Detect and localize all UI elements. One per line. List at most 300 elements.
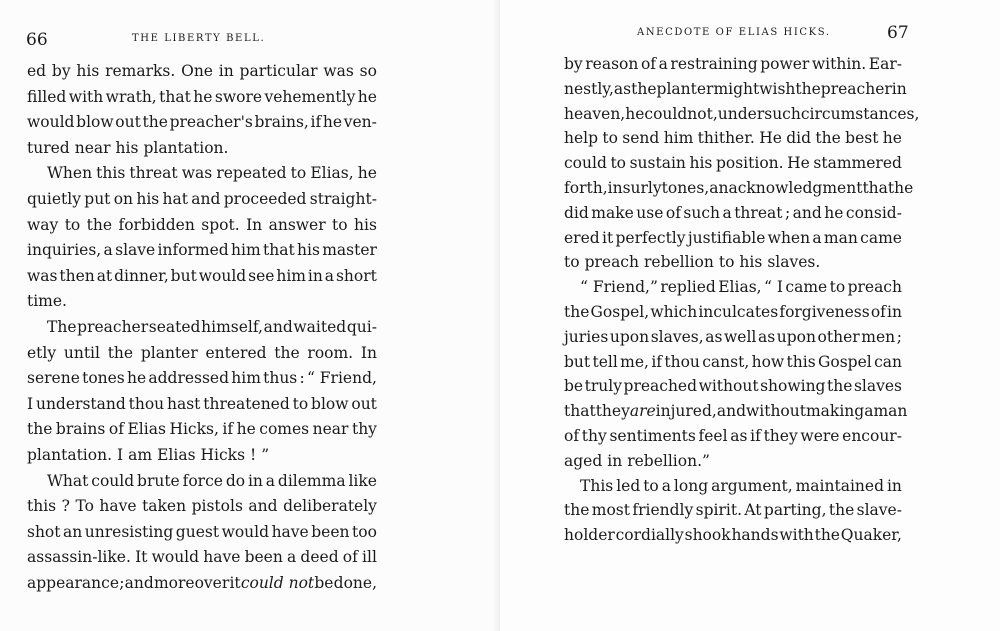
word: to xyxy=(290,164,307,183)
word: preacher xyxy=(77,318,149,336)
word: done, xyxy=(333,574,377,592)
word: too xyxy=(352,522,377,541)
word: he xyxy=(357,87,377,106)
word: with xyxy=(68,87,104,106)
word: swore xyxy=(214,87,263,106)
word: power xyxy=(760,55,810,73)
word: to xyxy=(564,253,580,272)
word: Elias, xyxy=(310,164,354,183)
word: a xyxy=(658,55,668,73)
word: Hicks, xyxy=(169,420,219,439)
word: deed xyxy=(300,548,339,567)
word: in xyxy=(218,62,234,80)
word: the xyxy=(827,377,853,396)
word: then xyxy=(59,266,95,285)
word: best xyxy=(845,129,879,148)
word: understand xyxy=(35,394,126,413)
word: long xyxy=(673,476,709,495)
word: in xyxy=(607,451,623,470)
word: near xyxy=(312,420,349,439)
word: repeated xyxy=(216,164,287,183)
word: without xyxy=(746,402,806,421)
word: a xyxy=(324,266,335,285)
word: did xyxy=(786,129,812,148)
word: it xyxy=(601,228,614,247)
word: was xyxy=(27,266,58,285)
word: with xyxy=(779,526,814,545)
word: could not xyxy=(240,574,315,592)
text-line xyxy=(47,317,377,337)
word: and xyxy=(263,318,293,336)
word: of xyxy=(108,420,124,439)
word: heaven, xyxy=(564,104,626,123)
text-line xyxy=(27,547,377,567)
word: ; xyxy=(119,574,125,592)
word: on xyxy=(113,190,134,208)
word: do xyxy=(225,471,246,490)
word: stammered xyxy=(813,154,902,173)
word: plantation. xyxy=(27,446,113,464)
word: Hicks xyxy=(200,446,246,464)
word: they xyxy=(763,427,798,445)
word: rebellion xyxy=(643,253,714,272)
word: “ I xyxy=(764,278,783,297)
word: the xyxy=(142,113,168,132)
word: unresisting xyxy=(84,522,174,541)
word: the xyxy=(564,303,590,321)
word: to xyxy=(292,394,309,413)
word: maintained xyxy=(795,476,884,495)
word: When xyxy=(47,164,93,183)
word: out xyxy=(115,113,141,132)
word: might xyxy=(713,79,760,98)
word: can xyxy=(874,352,902,371)
word: assassin-like. xyxy=(27,548,131,567)
word: been xyxy=(311,522,350,541)
word: moreover xyxy=(153,574,230,592)
word: answer xyxy=(268,215,326,234)
word: Gospel, xyxy=(590,303,650,321)
word: thou xyxy=(128,394,165,413)
word: and xyxy=(792,203,822,222)
word: send xyxy=(622,129,660,148)
text-line xyxy=(564,352,902,372)
word: blow xyxy=(76,113,114,132)
word: the xyxy=(631,79,657,98)
word: appearance xyxy=(27,574,119,592)
word: position. xyxy=(715,154,784,173)
word: preacher xyxy=(820,79,892,98)
word: shot xyxy=(27,522,61,541)
word: feel xyxy=(698,427,728,445)
text-line xyxy=(27,240,377,260)
word: an xyxy=(709,179,729,197)
word: the xyxy=(86,215,113,234)
word: At xyxy=(744,501,762,520)
word: sentiments xyxy=(609,427,696,445)
word: hast xyxy=(167,394,201,413)
word: parting, xyxy=(763,501,827,520)
word: were xyxy=(800,427,840,445)
word: in xyxy=(886,476,902,495)
word: serene xyxy=(27,369,80,388)
word: and xyxy=(248,497,278,516)
word: master xyxy=(322,241,377,260)
word: they xyxy=(595,402,630,421)
right-page xyxy=(500,0,1000,631)
word: it xyxy=(229,574,241,592)
word: : xyxy=(299,369,305,388)
word: cordially xyxy=(615,526,684,545)
word: he xyxy=(882,129,902,148)
text-line xyxy=(27,112,377,132)
word: thou xyxy=(664,352,700,371)
text-line xyxy=(47,471,377,491)
word: Elias, xyxy=(718,278,762,297)
word: shook xyxy=(684,526,731,545)
text-line xyxy=(564,228,902,248)
word: He xyxy=(787,154,810,173)
word: of xyxy=(342,548,358,567)
word: upon xyxy=(609,327,650,346)
word: preach xyxy=(847,278,902,297)
word: ill xyxy=(362,548,377,567)
word: a xyxy=(661,476,671,495)
word: if xyxy=(651,352,663,371)
word: particular xyxy=(239,62,318,80)
word: thy xyxy=(351,420,377,439)
word: the xyxy=(274,343,300,362)
word: he xyxy=(824,203,844,222)
word: a xyxy=(864,402,874,421)
word: thither. xyxy=(697,129,755,148)
text-line xyxy=(564,104,920,124)
word: taken xyxy=(142,497,187,516)
word: ; xyxy=(784,203,791,222)
word: am xyxy=(128,446,153,464)
word: upon xyxy=(776,327,816,346)
word: so xyxy=(359,62,377,80)
word: dinner, xyxy=(114,266,169,285)
word: his xyxy=(297,241,320,260)
word: that xyxy=(862,179,895,197)
word: brains xyxy=(55,420,106,439)
word: ered xyxy=(564,228,600,247)
word: aged xyxy=(564,451,603,470)
word: tell xyxy=(592,352,618,371)
word: such xyxy=(764,104,801,123)
word: inculcates xyxy=(698,303,779,321)
text-line xyxy=(27,368,377,388)
word: the xyxy=(815,129,841,148)
word: hat xyxy=(162,190,188,208)
text-line xyxy=(580,476,902,496)
word: way xyxy=(27,215,59,234)
word: I xyxy=(117,446,124,464)
word: as xyxy=(757,327,776,346)
word: of xyxy=(640,55,657,73)
word: What xyxy=(47,471,89,490)
word: tones, xyxy=(661,179,710,197)
word: seated xyxy=(148,318,201,336)
word: injured, xyxy=(655,402,717,421)
word: see xyxy=(248,266,275,285)
text-line xyxy=(47,163,377,183)
word: time. xyxy=(27,292,67,311)
word: brains, xyxy=(254,113,309,132)
word: he xyxy=(193,87,213,106)
word: threat xyxy=(129,164,178,183)
word: short xyxy=(335,266,377,285)
text-line xyxy=(564,302,902,322)
word: other xyxy=(817,327,860,346)
word: “ Friend,” xyxy=(580,278,658,297)
word: preached xyxy=(623,377,698,396)
word: pistols xyxy=(191,497,243,516)
word: a xyxy=(722,203,732,222)
word: a xyxy=(812,228,822,247)
word: within. xyxy=(811,55,867,73)
word: near xyxy=(74,138,111,157)
word: slaves. xyxy=(767,253,821,272)
word: planter xyxy=(656,79,714,98)
word: the xyxy=(795,79,821,98)
word: slave- xyxy=(856,501,902,520)
word: comes xyxy=(259,420,310,439)
word: vehemently xyxy=(264,87,356,106)
word: It xyxy=(135,548,148,567)
word: of xyxy=(665,203,681,222)
word: his xyxy=(136,190,160,208)
word: the xyxy=(27,420,53,439)
word: have xyxy=(271,522,309,541)
word: to xyxy=(602,129,618,148)
word: this xyxy=(96,164,126,183)
word: and xyxy=(124,574,154,592)
word: hands xyxy=(731,526,779,545)
word: reason xyxy=(585,55,639,73)
word: perfectly xyxy=(615,228,686,247)
word: he xyxy=(625,104,645,123)
word: which xyxy=(650,303,698,321)
word: acknowledgment xyxy=(728,179,863,197)
word: plantation. xyxy=(143,138,229,157)
word: informed xyxy=(157,241,229,260)
word: circumstances, xyxy=(800,104,920,123)
word: spot. xyxy=(201,215,240,234)
word: this xyxy=(786,352,816,371)
word: would xyxy=(198,266,247,285)
text-line xyxy=(27,496,377,516)
word: when xyxy=(767,228,811,247)
word: a xyxy=(103,241,113,260)
word: preacher's xyxy=(169,113,253,132)
word: a xyxy=(287,548,297,567)
word: without xyxy=(698,377,759,396)
text-line xyxy=(27,215,377,235)
word: his xyxy=(689,154,713,173)
word: at xyxy=(96,266,113,285)
word: him xyxy=(231,241,261,260)
word: but xyxy=(170,266,197,285)
word: his xyxy=(354,215,377,234)
word: blow xyxy=(311,394,349,413)
word: came xyxy=(785,278,828,297)
word: waited xyxy=(293,318,347,336)
word: him xyxy=(276,266,306,285)
word: could xyxy=(91,471,135,490)
word: of xyxy=(564,427,580,445)
word: me, xyxy=(620,352,649,371)
word: in xyxy=(887,303,902,321)
word: etly xyxy=(27,343,57,362)
text-line xyxy=(27,419,377,439)
word: wish xyxy=(759,79,796,98)
word: have xyxy=(99,497,137,516)
word: he xyxy=(322,113,343,132)
word: thy xyxy=(581,427,607,445)
word: ed xyxy=(27,62,47,80)
word: surly xyxy=(622,179,662,197)
word: preach xyxy=(584,253,639,272)
text-line xyxy=(564,178,914,198)
word: brute xyxy=(137,471,180,490)
word: deliberately xyxy=(283,497,377,516)
word: ; xyxy=(896,327,902,346)
word: Elias xyxy=(157,446,196,464)
text-line xyxy=(564,252,820,272)
word: threatened xyxy=(203,394,290,413)
word: quietly xyxy=(27,190,81,208)
word: ven- xyxy=(343,113,377,132)
word: showing xyxy=(760,377,826,396)
text-line xyxy=(27,138,228,158)
text-line xyxy=(564,525,902,545)
word: such xyxy=(683,203,721,222)
text-line xyxy=(27,189,377,209)
word: The xyxy=(47,318,77,336)
text-line xyxy=(564,401,908,421)
word: guest xyxy=(175,522,220,541)
word: as xyxy=(730,427,748,445)
word: restraining xyxy=(670,55,758,73)
text-line xyxy=(564,451,710,471)
word: and xyxy=(191,190,221,208)
word: ! ” xyxy=(250,446,270,464)
word: was xyxy=(181,164,213,183)
word: wrath, xyxy=(105,87,157,106)
word: to xyxy=(610,154,627,173)
word: inquiries, xyxy=(27,241,102,260)
text-line xyxy=(27,522,377,542)
word: and xyxy=(716,402,746,421)
word: like xyxy=(348,471,377,490)
word: the xyxy=(814,526,840,545)
word: In xyxy=(246,215,263,234)
text-line xyxy=(27,61,377,81)
text-line xyxy=(564,203,902,223)
word: well xyxy=(724,327,757,346)
word: have xyxy=(203,548,241,567)
word: canst, xyxy=(702,352,750,371)
word: the xyxy=(107,343,134,362)
word: man xyxy=(873,402,908,421)
word: help xyxy=(564,129,599,148)
word: forgiveness xyxy=(779,303,870,321)
text-line xyxy=(564,128,902,148)
word: use xyxy=(636,203,664,222)
word: encour- xyxy=(842,427,902,445)
word: if xyxy=(750,427,761,445)
word: thus xyxy=(263,369,298,388)
word: as xyxy=(613,79,632,98)
word: forbidden xyxy=(118,215,195,234)
text-line xyxy=(564,54,902,74)
word: friendly xyxy=(632,501,694,520)
text-line xyxy=(564,327,902,347)
word: his xyxy=(76,62,100,80)
word: holder xyxy=(564,526,615,545)
text-line xyxy=(27,87,377,107)
word: to xyxy=(829,278,846,297)
word: in xyxy=(307,266,323,285)
word: addressed xyxy=(148,369,230,388)
word: by xyxy=(564,55,583,73)
word: would xyxy=(27,113,75,132)
word: argument, xyxy=(711,476,793,495)
word: led xyxy=(616,476,641,495)
word: been xyxy=(244,548,283,567)
word: juries xyxy=(564,327,609,346)
word: to xyxy=(332,215,348,234)
text-line xyxy=(564,426,902,446)
word: tones xyxy=(82,369,125,388)
word: ? xyxy=(61,497,70,516)
word: to xyxy=(643,476,659,495)
word: a xyxy=(265,471,276,490)
word: that xyxy=(159,87,191,106)
word: could xyxy=(564,154,607,173)
word: Gospel xyxy=(818,352,872,371)
word: threat xyxy=(734,203,783,222)
word: if xyxy=(222,420,234,439)
word: most xyxy=(591,501,630,520)
word: sustain xyxy=(629,154,686,173)
word: if xyxy=(310,113,322,132)
word: men xyxy=(861,327,896,346)
word: did xyxy=(564,203,589,222)
word: the xyxy=(828,501,855,520)
word: Elias xyxy=(127,420,166,439)
word: entered xyxy=(205,343,267,362)
word: put xyxy=(84,190,111,208)
word: In xyxy=(360,343,377,362)
text-line xyxy=(27,291,67,311)
word: in xyxy=(891,79,907,98)
word: he xyxy=(894,179,914,197)
word: his xyxy=(739,253,763,272)
word: would xyxy=(151,548,200,567)
word: he xyxy=(357,164,377,183)
word: to xyxy=(718,253,735,272)
text-line xyxy=(564,376,902,396)
word: be xyxy=(564,377,584,396)
word: would xyxy=(221,522,270,541)
word: room. xyxy=(307,343,354,362)
word: slaves, xyxy=(650,327,704,346)
page-number-left: 66 xyxy=(26,30,48,50)
word: proceeded xyxy=(223,190,307,208)
